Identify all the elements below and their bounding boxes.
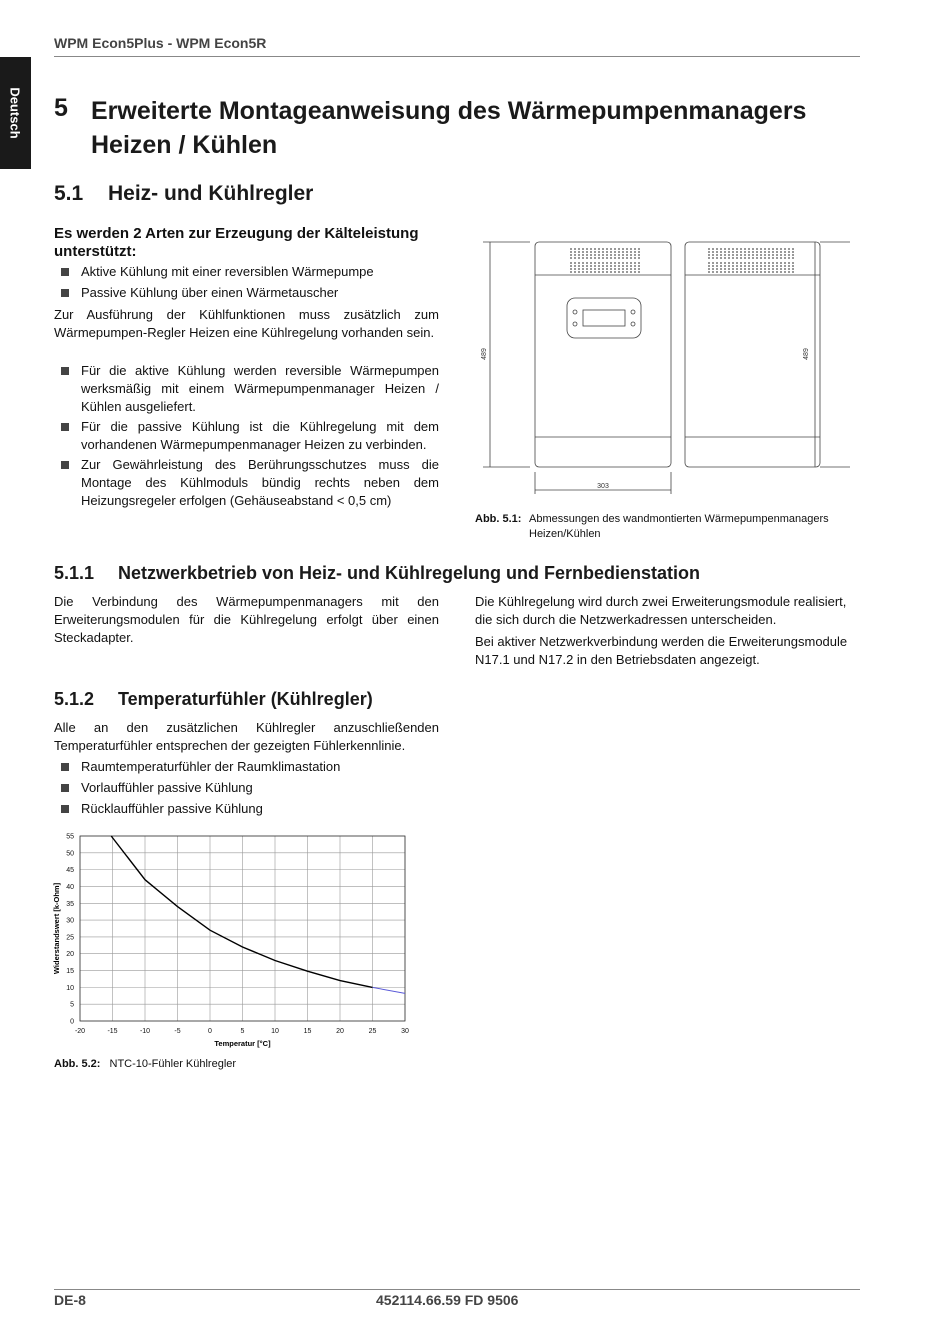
x-tick-label: -5 <box>174 1028 181 1035</box>
x-tick-label: -20 <box>74 1028 86 1035</box>
series-line-tail <box>373 987 406 993</box>
paragraph: Die Verbindung des Wärmepumpenmanagers mit den Erweiterungsmodulen für die Kühlregelung erfolgt über einen Steckadapter. <box>54 594 439 645</box>
header-rule <box>54 56 860 57</box>
paragraph: Die Kühlregelung wird durch zwei Erweiterungsmodule realisiert, die sich durch die Netzwerkadressen unterscheiden. <box>475 594 847 627</box>
y-tick-label: 30 <box>66 917 74 925</box>
list-item: Für die passive Kühlung ist die Kühlregelung mit dem vorhandenen Wärmepumpenmanager Heizen zu verbinden. <box>81 418 439 454</box>
x-tick-label: 25 <box>368 1028 377 1035</box>
bullet-square-icon <box>61 763 69 771</box>
x-tick-label: -15 <box>107 1028 118 1035</box>
figure-caption <box>54 1057 439 1072</box>
y-tick-label: 35 <box>66 900 74 908</box>
y-axis-label: Widerstandswert [k-Ohm] <box>52 882 61 975</box>
list-item: Passive Kühlung über einen Wärmetauscher <box>81 284 441 302</box>
x-tick-label: 0 <box>208 1028 212 1035</box>
bullet-square-icon <box>61 367 69 375</box>
list-item: Vorlauffühler passive Kühlung <box>81 779 441 797</box>
subsection-number: 5.1.1 <box>54 563 95 583</box>
x-axis-label: Temperatur [°C] <box>214 1039 271 1048</box>
list-item: Aktive Kühlung mit einer reversiblen Wärmepumpe <box>81 263 441 281</box>
subsection-number: 5.1.2 <box>54 689 95 709</box>
caption-label: Abb. 5.2: <box>54 1058 101 1070</box>
x-tick-label: 20 <box>336 1028 344 1035</box>
list-item: Für die aktive Kühlung werden reversible Wärmepumpen werksmäßig mit einem Wärmepumpenmanager Heizen / Kühlen ausgeliefert. <box>81 362 439 416</box>
language-tab-label: Deutsch <box>7 87 23 139</box>
bullet-square-icon <box>61 423 69 431</box>
height-dim-left: 489 <box>481 348 488 360</box>
series-line <box>111 836 372 987</box>
section-lead: Es werden 2 Arten zur Erzeugung der Kälteleistung unterstützt: <box>54 225 419 260</box>
y-tick-label: 55 <box>66 833 74 841</box>
document-number: 452114.66.59 FD 9506 <box>376 1292 519 1308</box>
x-tick-label: 10 <box>271 1028 279 1035</box>
list-item: Rücklauffühler passive Kühlung <box>81 800 441 818</box>
y-tick-label: 50 <box>66 850 74 858</box>
section-number: 5.1 <box>54 182 84 205</box>
caption-text: Abmessungen des wandmontierten Wärmepumpenmanagers Heizen/Kühlen <box>529 513 829 540</box>
footer-rule <box>54 1289 860 1290</box>
y-tick-label: 15 <box>66 968 74 976</box>
chapter-number: 5 <box>54 94 68 122</box>
bullet-square-icon <box>61 289 69 297</box>
bullet-square-icon <box>61 268 69 276</box>
x-tick-label: 5 <box>240 1028 245 1035</box>
list-item: Zur Gewährleistung des Berührungsschutzes muss die Montage des Kühlmoduls bündig rechts neben dem Heizungsregeler erfolgen (Gehäuseabstand < 0,5 cm) <box>81 456 439 510</box>
language-tab <box>0 57 31 169</box>
subsection-title: Netzwerkbetrieb von Heiz- und Kühlregelung und Fernbedienstation <box>118 563 701 583</box>
dimension-drawing <box>475 232 860 502</box>
paragraph: Alle an den zusätzlichen Kühlregler anzuschließenden Temperaturfühler entsprechen der gezeigten Fühlerkennlinie. <box>54 720 439 753</box>
figure-caption <box>475 512 860 542</box>
x-tick-label: 30 <box>401 1028 409 1035</box>
chapter-title: Erweiterte Montageanweisung des Wärmepumpenmanagers Heizen / Kühlen <box>91 97 807 159</box>
height-dim-right: 489 <box>803 348 810 360</box>
bullet-square-icon <box>61 461 69 469</box>
paragraph: Zur Ausführung der Kühlfunktionen muss zusätzlich zum Wärmepumpen-Regler Heizen eine Kühlregelung vorhanden sein. <box>54 307 439 340</box>
running-header: WPM Econ5Plus - WPM Econ5R <box>54 35 267 51</box>
width-dim: 303 <box>597 483 609 490</box>
y-tick-label: 25 <box>66 934 74 942</box>
section-title: Heiz- und Kühlregler <box>108 182 314 205</box>
x-tick-label: -10 <box>139 1028 151 1035</box>
y-tick-label: 20 <box>66 951 74 959</box>
paragraph: Bei aktiver Netzwerkverbindung werden die Erweiterungsmodule N17.1 und N17.2 in den Betriebsdaten angezeigt. <box>475 634 848 667</box>
y-tick-label: 40 <box>66 883 74 891</box>
y-tick-label: 0 <box>70 1018 74 1026</box>
bullet-square-icon <box>61 784 69 792</box>
y-tick-label: 10 <box>66 984 74 992</box>
subsection-title: Temperaturfühler (Kühlregler) <box>118 689 373 709</box>
list-item: Raumtemperaturfühler der Raumklimastation <box>81 758 441 776</box>
caption-label: Abb. 5.1: <box>475 513 522 525</box>
x-tick-label: 15 <box>303 1028 312 1035</box>
bullet-square-icon <box>61 805 69 813</box>
page-number: DE-8 <box>54 1292 86 1308</box>
ntc-resistance-chart <box>50 828 420 1053</box>
y-tick-label: 45 <box>66 867 74 875</box>
y-tick-label: 5 <box>70 1001 74 1009</box>
caption-text: NTC-10-Fühler Kühlregler <box>109 1058 237 1070</box>
